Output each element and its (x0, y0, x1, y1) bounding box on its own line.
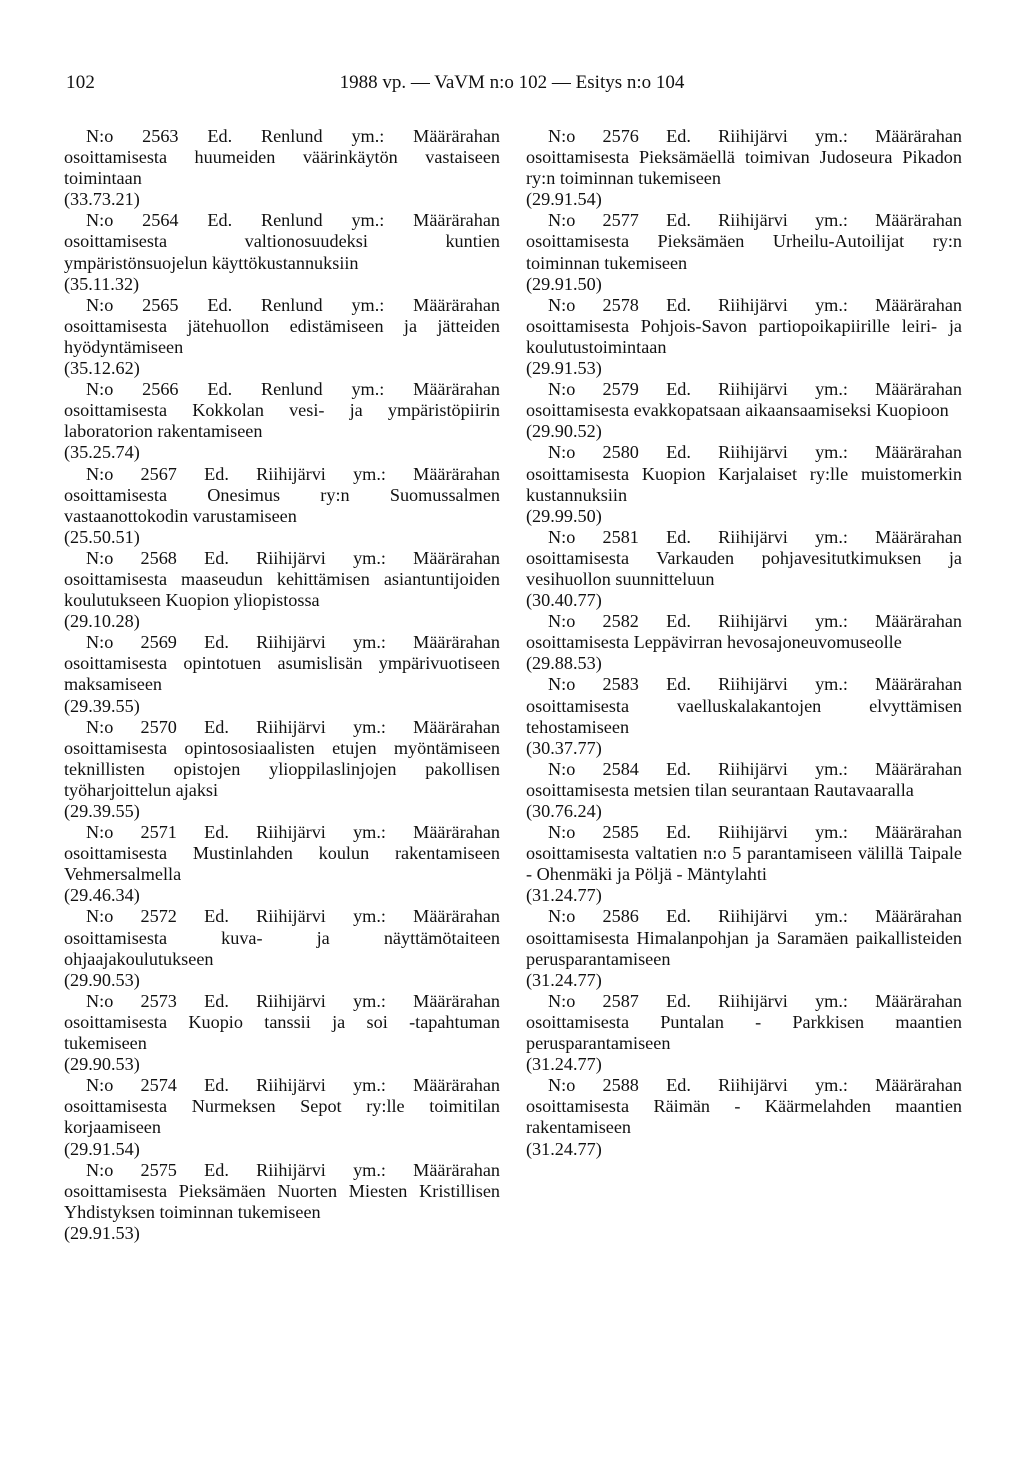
motion-entry-2575 (64, 1160, 500, 1244)
running-head: 1988 vp. — VaVM n:o 102 — Esitys n:o 104 (339, 72, 685, 93)
budget-reference: (29.46.34) (64, 885, 140, 906)
entry-heading: N:o 2578 Ed. Riihijärvi ym.: Määrärahan (548, 294, 962, 315)
left-column (64, 126, 500, 1244)
budget-reference: (31.24.77) (526, 1138, 602, 1159)
entry-heading: N:o 2580 Ed. Riihijärvi ym.: Määrärahan (548, 442, 962, 463)
motion-entry-2573 (64, 991, 500, 1075)
motion-entry-2569 (64, 632, 500, 716)
entry-heading: N:o 2583 Ed. Riihijärvi ym.: Määrärahan (548, 674, 962, 695)
page-number: 102 (66, 72, 96, 93)
entry-heading: N:o 2567 Ed. Riihijärvi ym.: Määrärahan (86, 463, 500, 484)
entry-text: osoittamisesta evakkopatsaan aikaansaamiseksi Kuopioon (526, 400, 949, 421)
entry-text: osoittamisesta valtatien n:o 5 parantamiseen välillä Taipale - Ohenmäki ja Pöljä - Mäntylahti (526, 843, 962, 885)
budget-reference: (25.50.51) (64, 526, 140, 547)
entry-heading: N:o 2579 Ed. Riihijärvi ym.: Määrärahan (548, 379, 962, 400)
entry-text: osoittamisesta Pohjois-Savon partiopoikapiirille leiri- ja koulutustoimintaan (526, 315, 962, 357)
entry-text: osoittamisesta Nurmeksen Sepot ry:lle toimitilan korjaamiseen (64, 1096, 500, 1138)
entry-text: osoittamisesta Leppävirran hevosajoneuvomuseolle (526, 632, 902, 653)
entry-heading: N:o 2576 Ed. Riihijärvi ym.: Määrärahan (548, 126, 962, 146)
motion-entry-2567 (64, 464, 500, 548)
right-column (526, 126, 962, 1160)
entry-heading: N:o 2577 Ed. Riihijärvi ym.: Määrärahan (548, 210, 962, 231)
entry-text: osoittamisesta maaseudun kehittämisen asiantuntijoiden koulutukseen Kuopion yliopistossa (64, 568, 500, 611)
motion-entry-2572 (64, 906, 500, 990)
budget-reference: (35.11.32) (64, 273, 140, 294)
motion-entry-2586 (526, 906, 962, 990)
budget-reference: (29.39.55) (64, 801, 140, 821)
entry-heading: N:o 2575 Ed. Riihijärvi ym.: Määrärahan (86, 1159, 500, 1180)
motion-entry-2568 (64, 548, 500, 632)
motion-entry-2571 (64, 822, 500, 906)
motion-entry-2582 (526, 611, 962, 674)
budget-reference: (35.25.74) (64, 442, 140, 463)
entry-text: osoittamisesta Mustinlahden koulun rakentamiseen Vehmersalmella (64, 843, 500, 885)
budget-reference: (29.90.53) (64, 969, 140, 990)
entry-heading: N:o 2573 Ed. Riihijärvi ym.: Määrärahan (86, 990, 500, 1011)
entry-text: osoittamisesta jätehuollon edistämiseen ja jätteiden hyödyntämiseen (64, 315, 500, 357)
motion-entry-2574 (64, 1075, 500, 1159)
motion-entry-2584 (526, 759, 962, 822)
motion-entry-2579 (526, 379, 962, 442)
entry-text: osoittamisesta Himalanpohjan ja Saramäen paikallisteiden perusparantamiseen (526, 927, 962, 969)
entry-heading: N:o 2585 Ed. Riihijärvi ym.: Määrärahan (548, 822, 962, 843)
budget-reference: (29.91.54) (64, 1138, 140, 1159)
entry-text: osoittamisesta huumeiden väärinkäytön vastaiseen toimintaan (64, 147, 500, 189)
budget-reference: (30.76.24) (526, 801, 602, 821)
entry-heading: N:o 2563 Ed. Renlund ym.: Määrärahan (86, 126, 500, 146)
budget-reference: (29.90.52) (526, 421, 602, 442)
entry-heading: N:o 2586 Ed. Riihijärvi ym.: Määrärahan (548, 906, 962, 927)
entry-text: osoittamisesta Pieksämäen Urheilu-Autoilijat ry:n toiminnan tukemiseen (526, 231, 962, 273)
motion-entry-2577 (526, 210, 962, 294)
budget-reference: (29.91.54) (526, 189, 602, 210)
budget-reference: (31.24.77) (526, 885, 602, 906)
motion-entry-2585 (526, 822, 962, 906)
entry-heading: N:o 2587 Ed. Riihijärvi ym.: Määrärahan (548, 990, 962, 1011)
budget-reference: (35.12.62) (64, 358, 140, 379)
entry-heading: N:o 2564 Ed. Renlund ym.: Määrärahan (86, 210, 500, 231)
motion-entry-2563 (64, 126, 500, 210)
entry-heading: N:o 2571 Ed. Riihijärvi ym.: Määrärahan (86, 822, 500, 843)
budget-reference: (33.73.21) (64, 189, 140, 210)
motion-entry-2588 (526, 1075, 962, 1159)
entry-heading: N:o 2569 Ed. Riihijärvi ym.: Määrärahan (86, 632, 500, 653)
entry-heading: N:o 2565 Ed. Renlund ym.: Määrärahan (86, 294, 500, 315)
entry-heading: N:o 2584 Ed. Riihijärvi ym.: Määrärahan (548, 758, 962, 779)
budget-reference: (29.99.50) (526, 505, 602, 526)
entry-text: osoittamisesta vaelluskalakantojen elvyttämisen tehostamiseen (526, 695, 962, 737)
motion-entry-2564 (64, 210, 500, 294)
motion-entry-2566 (64, 379, 500, 463)
entry-heading: N:o 2570 Ed. Riihijärvi ym.: Määrärahan (86, 716, 500, 737)
entry-text: osoittamisesta Kokkolan vesi- ja ympäristöpiirin laboratorion rakentamiseen (64, 400, 500, 442)
budget-reference: (29.91.50) (526, 273, 602, 294)
entry-text: osoittamisesta Pieksämäen Nuorten Miesten Kristillisen Yhdistyksen toiminnan tukemiseen (64, 1180, 500, 1222)
entry-heading: N:o 2588 Ed. Riihijärvi ym.: Määrärahan (548, 1075, 962, 1096)
entry-heading: N:o 2566 Ed. Renlund ym.: Määrärahan (86, 379, 500, 400)
entry-heading: N:o 2581 Ed. Riihijärvi ym.: Määrärahan (548, 526, 962, 547)
motion-entry-2581 (526, 527, 962, 611)
motion-entry-2570 (64, 717, 500, 822)
entry-text: osoittamisesta Onesimus ry:n Suomussalmen vastaanottokodin varustamiseen (64, 484, 500, 526)
budget-reference: (30.40.77) (526, 590, 602, 611)
budget-reference: (30.37.77) (526, 737, 602, 758)
entry-heading: N:o 2574 Ed. Riihijärvi ym.: Määrärahan (86, 1075, 500, 1096)
motion-entry-2580 (526, 442, 962, 526)
budget-reference: (29.91.53) (64, 1222, 140, 1243)
entry-text: osoittamisesta Puntalan - Parkkisen maantien perusparantamiseen (526, 1011, 962, 1054)
motion-entry-2578 (526, 295, 962, 379)
entry-heading: N:o 2568 Ed. Riihijärvi ym.: Määrärahan (86, 547, 500, 568)
entry-text: osoittamisesta Kuopio tanssii ja soi -tapahtuman tukemiseen (64, 1011, 500, 1054)
budget-reference: (29.10.28) (64, 611, 140, 632)
entry-text: osoittamisesta Varkauden pohjavesitutkimuksen ja vesihuollon suunnitteluun (526, 547, 962, 589)
entry-text: osoittamisesta metsien tilan seurantaan Rautavaaralla (526, 779, 914, 800)
budget-reference: (29.91.53) (526, 358, 602, 379)
entry-heading: N:o 2582 Ed. Riihijärvi ym.: Määrärahan (548, 611, 962, 632)
motion-entry-2565 (64, 295, 500, 379)
budget-reference: (31.24.77) (526, 1054, 602, 1075)
entry-text: osoittamisesta kuva- ja näyttämötaiteen ohjaajakoulutukseen (64, 927, 500, 969)
entry-text: osoittamisesta Räimän - Käärmelahden maantien rakentamiseen (526, 1096, 962, 1138)
entry-text: osoittamisesta opintososiaalisten etujen myöntämiseen teknillisten opistojen ylioppilaslinjojen pakollisen työharjoittelun ajaksi (64, 737, 500, 800)
entry-text: osoittamisesta opintotuen asumislisän ympärivuotiseen maksamiseen (64, 653, 500, 695)
budget-reference: (31.24.77) (526, 969, 602, 990)
entry-text: osoittamisesta valtionosuudeksi kuntien ympäristönsuojelun käyttökustannuksiin (64, 231, 500, 273)
motion-entry-2583 (526, 674, 962, 758)
entry-text: osoittamisesta Kuopion Karjalaiset ry:lle muistomerkin kustannuksiin (526, 463, 962, 505)
entry-text: osoittamisesta Pieksämäellä toimivan Judoseura Pikadon ry:n toiminnan tukemiseen (526, 147, 962, 189)
motion-entry-2576 (526, 126, 962, 210)
budget-reference: (29.88.53) (526, 653, 602, 674)
entry-heading: N:o 2572 Ed. Riihijärvi ym.: Määrärahan (86, 906, 500, 927)
budget-reference: (29.90.53) (64, 1054, 140, 1075)
motion-entry-2587 (526, 991, 962, 1075)
budget-reference: (29.39.55) (64, 695, 140, 716)
